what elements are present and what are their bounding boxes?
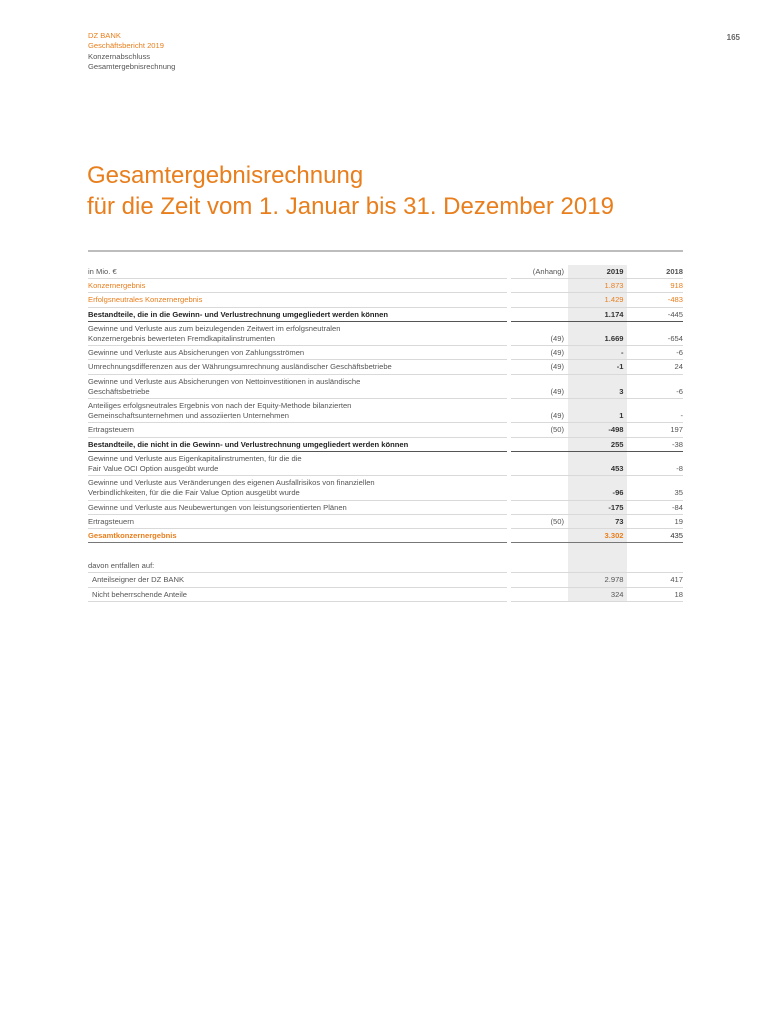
header-year-2018: 2018 xyxy=(627,265,683,279)
header-note-column: (Anhang) xyxy=(511,265,568,279)
table-row: Umrechnungsdifferenzen aus der Währungsumrechnung ausländischer Geschäftsbetriebe (49) -1 24 xyxy=(88,360,683,374)
title-divider xyxy=(88,250,683,252)
table-row: Anteiliges erfolgsneutrales Ergebnis von nach der Equity-Methode bilanzierten Gemeinschaftsunternehmen und assoziierten Unternehmen (49) 1 - xyxy=(88,399,683,423)
table-row: Nicht beherrschende Anteile 324 18 xyxy=(88,587,683,601)
table-row: Gewinne und Verluste aus zum beizulegenden Zeitwert im erfolgsneutralen Konzernergebnis bewerteten Fremdkapitalinstrumenten (49) 1.669 -654 xyxy=(88,321,683,345)
table-row: Gewinne und Verluste aus Eigenkapitalinstrumenten, für die die Fair Value OCI Option ausgeübt wurde 453 -8 xyxy=(88,451,683,475)
table-row: Ertragsteuern (50) 73 19 xyxy=(88,514,683,528)
table-row: Gewinne und Verluste aus Absicherungen von Nettoinvestitionen in ausländische Geschäftsbetriebe (49) 3 -6 xyxy=(88,374,683,398)
header-subsection: Gesamtergebnisrechnung xyxy=(88,61,176,71)
table-row: Gewinne und Verluste aus Neubewertungen von leistungsorientierten Plänen -175 -84 xyxy=(88,500,683,514)
table-row: Erfolgsneutrales Konzernergebnis 1.429 -483 xyxy=(88,293,683,307)
table-header-row xyxy=(88,265,683,279)
table-spacer xyxy=(88,543,683,560)
table-row: Gewinne und Verluste aus Absicherungen von Zahlungsströmen (49) - -6 xyxy=(88,346,683,360)
table-row-davon: davon entfallen auf: xyxy=(88,559,683,573)
title-line-1: Gesamtergebnisrechnung xyxy=(87,162,364,189)
table-row: Konzernergebnis 1.873 918 xyxy=(88,279,683,293)
table-row-total: Gesamtkonzernergebnis 3.302 435 xyxy=(88,529,683,543)
page-header xyxy=(88,31,175,72)
header-unit-label: in Mio. € xyxy=(88,265,507,279)
header-org: DZ BANK xyxy=(88,31,121,40)
header-section: Konzernabschluss xyxy=(88,51,151,61)
page-title xyxy=(87,160,614,222)
title-line-2: für die Zeit vom 1. Januar bis 31. Dezember 2019 xyxy=(87,193,614,220)
table-row: Anteilseigner der DZ BANK 2.978 417 xyxy=(88,573,683,587)
income-statement-table xyxy=(88,265,683,602)
page-number: 165 xyxy=(726,33,740,42)
table-row-subtotal: Bestandteile, die nicht in die Gewinn- und Verlustrechnung umgegliedert werden können 255 -38 xyxy=(88,437,683,451)
header-year-2019: 2019 xyxy=(568,265,626,279)
header-report: Geschäftsbericht 2019 xyxy=(88,41,164,51)
table-row-subtotal: Bestandteile, die in die Gewinn- und Verlustrechnung umgegliedert werden können 1.174 -445 xyxy=(88,307,683,321)
table-row: Ertragsteuern (50) -498 197 xyxy=(88,423,683,437)
table-row: Gewinne und Verluste aus Veränderungen des eigenen Ausfallrisikos von finanziellen Verbindlichkeiten, für die die Fair Value Option ausgeübt wurde -96 35 xyxy=(88,476,683,500)
